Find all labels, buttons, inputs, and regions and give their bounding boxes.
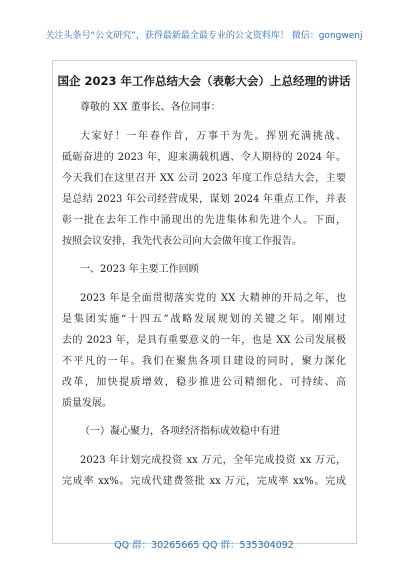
document-title: 国企 2023 年工作总结大会（表彰大会）上总经理的讲话 [57, 74, 351, 88]
paragraph-line: 2023 年计划完成投资 xx 万元，全年完成投资 xx 万元， [80, 455, 346, 466]
paragraph-line: 大家好！一年春作首，万事干为先。挥别充满挑战、 [80, 131, 346, 142]
header-promo-note: 关注头条号“公文研究”，获得最新最全最专业的公文资料库！ 微信：gongwenj [45, 31, 363, 41]
paragraph-line: 改革，加快提质增效，稳步推进公司精细化、可持续、高 [62, 377, 346, 388]
paragraph-line: 是总结 2023 年公司经营成果，谋划 2024 年重点工作，并表 [62, 194, 346, 205]
paragraph-line: 彰一批在去年工作中涌现出的先进集体和先进个人。下面， [62, 215, 346, 226]
paragraph-line: 2023 年是全面贯彻落实党的 XX 大精神的开局之年，也 [80, 293, 346, 304]
section-heading: 一、2023 年主要工作回顾 [80, 264, 199, 275]
paragraph-line: 按照会议安排，我先代表公司向大会做年度工作报告。 [62, 236, 302, 247]
paragraph-line: 不平凡的一年。我们在聚焦各项目建设的同时，聚力深化 [62, 356, 346, 367]
subsection-heading: （一）凝心聚力，各项经济指标成效稳中有进 [80, 426, 280, 437]
paragraph-line: 完成率 xx%。完成代建费签批 xx 万元，完成率 xx%。完成 [62, 476, 346, 487]
greeting: 尊敬的 XX 董事长、各位同事： [80, 102, 221, 113]
footer-qq-groups: QQ 群：30265665 QQ 群：535304092 [114, 540, 294, 551]
paragraph-line: 质量发展。 [62, 398, 112, 409]
paragraph-line: 砥砺奋进的 2023 年，迎来满载机遇、令人期待的 2024 年。 [62, 152, 346, 163]
paragraph-line: 今天我们在这里召开 XX 公司 2023 年度工作总结大会，主要 [62, 173, 346, 184]
paragraph-line: 去的 2023 年，是具有重要意义的一年，也是 XX 公司发展极 [62, 335, 346, 346]
paragraph-line: 是集团实施“十四五”战略发展规划的关键之年。刚刚过 [62, 314, 346, 325]
